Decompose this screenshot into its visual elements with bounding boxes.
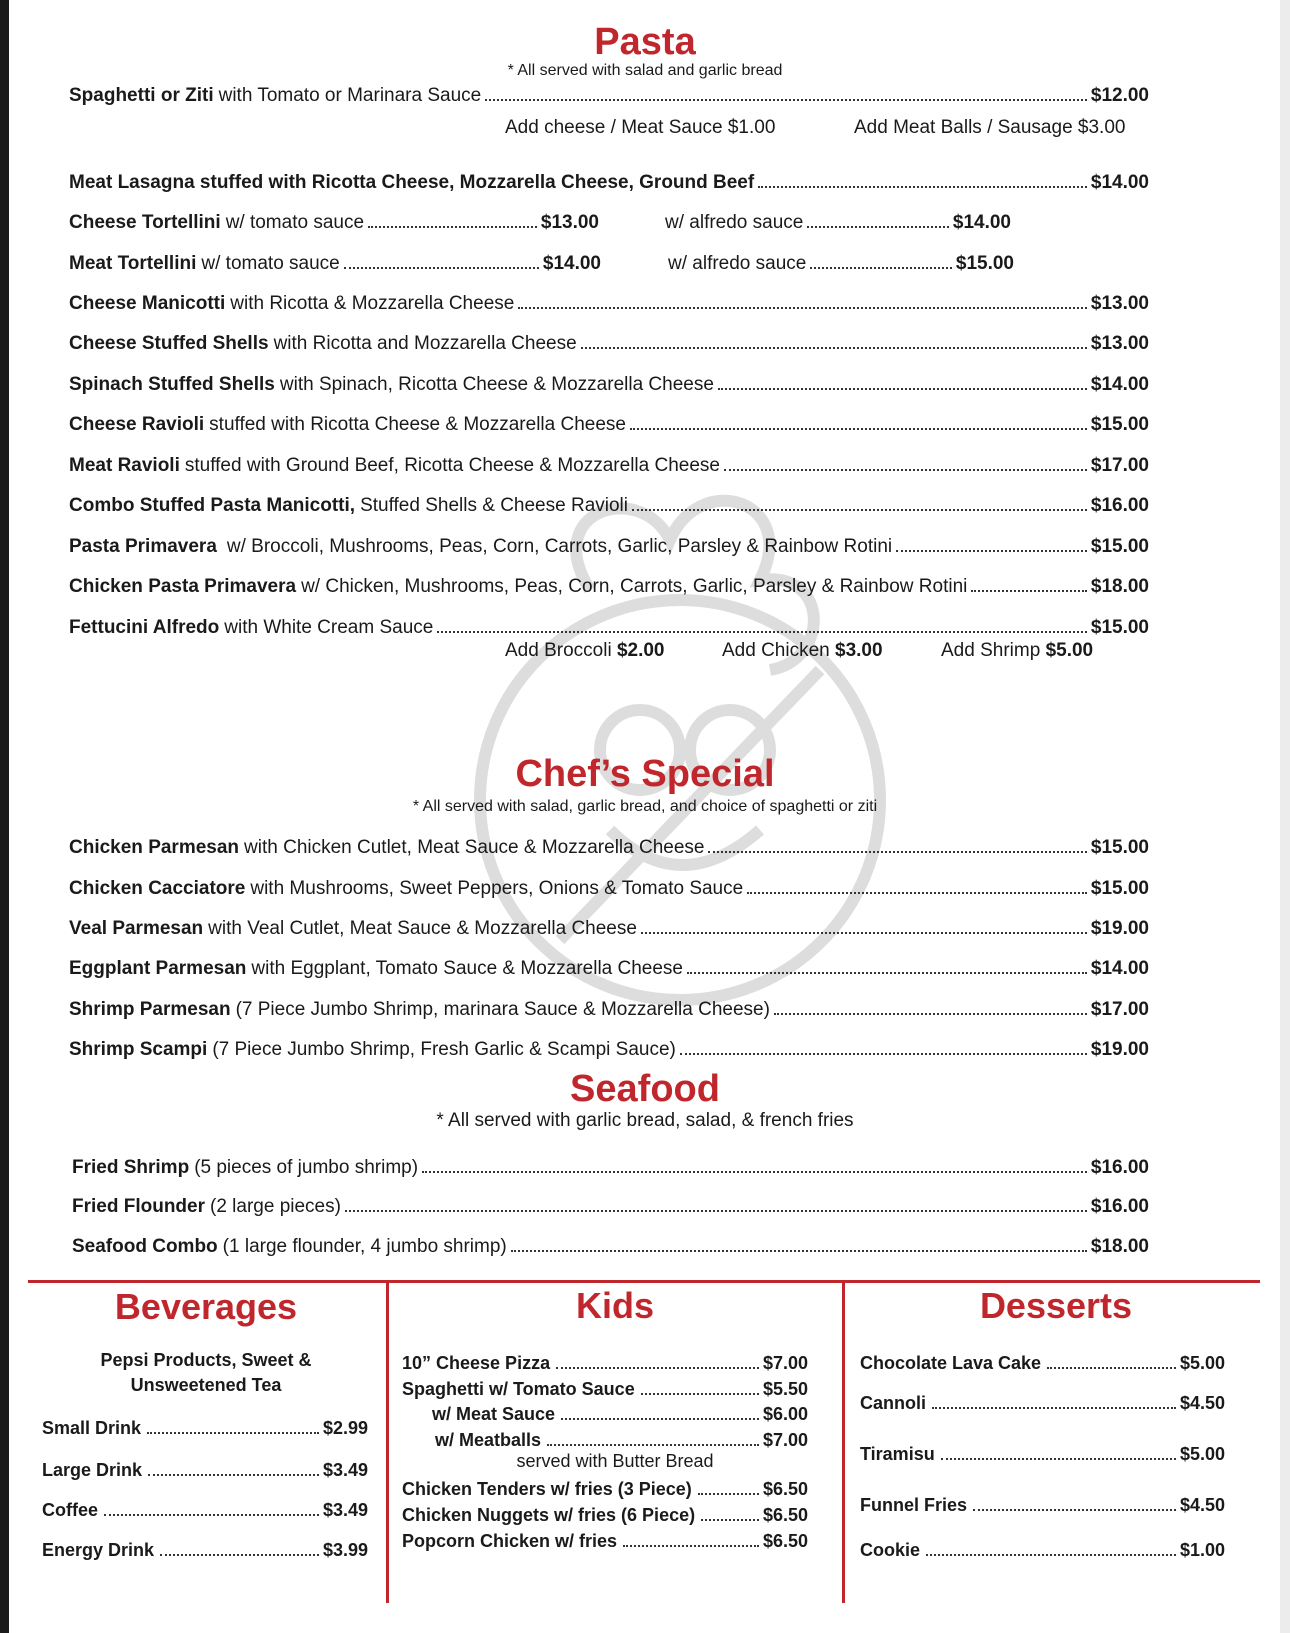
column-divider-right [842,1281,845,1603]
dot-leader [680,1053,1087,1055]
item-name: Cheese Stuffed Shells [69,333,269,354]
menu-item-meat-ravioli [69,449,1149,477]
item-name: Chicken Cacciatore [69,878,246,899]
item-desc: with Eggplant, Tomato Sauce & Mozzarella Cheese [251,958,684,979]
item-desc: (2 large pieces) [210,1196,341,1217]
dot-leader [344,267,539,269]
dessert-item-cookie [860,1535,1225,1561]
dot-leader [160,1554,319,1556]
item-name: w/ Meatballs [435,1430,542,1450]
addon-label: Add Chicken [722,640,830,661]
item-name: 10” Cheese Pizza [402,1353,551,1373]
addon-price: $2.00 [616,640,665,661]
item-name: Pasta Primavera [69,536,217,557]
menu-item-chicken-cacciatore [69,872,1149,900]
item-price: $13.00 [540,212,599,233]
item-desc: w/ tomato sauce [201,253,340,274]
item-desc: with Tomato or Marinara Sauce [218,85,482,106]
item-price: $3.49 [322,1460,368,1480]
item-desc: w/ alfredo sauce [665,212,804,233]
item-desc: stuffed with Ground Beef, Ricotta Cheese & Mozzarella Cheese [184,455,720,476]
item-name: Meat Ravioli [69,455,180,476]
item-price: $5.50 [762,1379,808,1399]
chefs-special-note: * All served with salad, garlic bread, and choice of spaghetti or ziti [412,798,878,815]
item-name: Shrimp Parmesan [69,999,231,1020]
left-edge [0,0,9,1633]
item-price: $6.50 [762,1505,808,1525]
dot-leader [932,1407,1176,1409]
addon-label: Add Broccoli [505,640,612,661]
item-name: Cheese Manicotti [69,293,226,314]
item-price: $15.00 [1090,414,1149,435]
item-name: w/ Meat Sauce [432,1404,556,1424]
kids-item-meat-sauce [432,1399,808,1425]
dot-leader [718,388,1087,390]
dot-leader [104,1514,319,1516]
item-name: Seafood Combo [72,1236,218,1257]
item-name: Spaghetti w/ Tomato Sauce [402,1379,635,1399]
item-desc: with Veal Cutlet, Meat Sauce & Mozzarella Cheese [208,918,637,939]
item-name: Cookie [860,1540,921,1560]
menu-item-meat-tortellini [69,247,601,275]
item-price: $6.50 [762,1531,808,1551]
dot-leader [630,428,1087,430]
item-price: $15.00 [1090,617,1149,638]
item-price: $3.99 [322,1540,368,1560]
chefs-special-title: Chef’s Special [515,753,775,795]
dessert-item-cannoli [860,1388,1225,1414]
item-price: $15.00 [1090,837,1149,858]
menu-item-cheese-stuffed-shells [69,327,1149,355]
item-price: $14.00 [542,253,601,274]
menu-item-pasta-primavera [69,530,1149,558]
item-price: $6.50 [762,1479,808,1499]
menu-item-seafood-combo [72,1230,1149,1258]
menu-item-combo-stuffed-pasta [69,489,1149,517]
item-price: $16.00 [1090,1196,1149,1217]
item-price: $19.00 [1090,1039,1149,1060]
menu-item-fettucini-alfredo [69,611,1149,639]
menu-item-fried-flounder [72,1190,1149,1218]
column-divider-left [386,1281,389,1603]
dot-leader [747,892,1087,894]
item-price: $17.00 [1090,455,1149,476]
menu-item-cheese-tortellini-alfredo [665,206,1011,234]
item-price: $16.00 [1090,1157,1149,1178]
item-desc: stuffed with Ricotta Cheese & Mozzarella Cheese [209,414,626,435]
item-name: Chicken Parmesan [69,837,240,858]
item-name: Large Drink [42,1460,143,1480]
item-name: Small Drink [42,1418,142,1438]
item-desc: with Chicken Cutlet, Meat Sauce & Mozzarella Cheese [244,837,705,858]
item-price: $19.00 [1090,918,1149,939]
dot-leader [581,347,1087,349]
menu-item-shrimp-scampi [69,1033,1149,1061]
item-name: Cheese Tortellini [69,212,221,233]
item-desc: (1 large flounder, 4 jumbo shrimp) [222,1236,507,1257]
dot-leader [148,1474,319,1476]
item-price: $14.00 [952,212,1011,233]
kids-item-meatballs [435,1425,808,1451]
item-price: $1.00 [1179,1540,1225,1560]
dot-leader [632,509,1087,511]
beverages-intro-line2: Unsweetened Tea [130,1375,282,1395]
dot-leader [511,1250,1087,1252]
item-price: $5.00 [1179,1444,1225,1464]
kids-title: Kids [575,1285,654,1326]
pasta-title: Pasta [594,21,696,63]
item-desc: Stuffed Shells & Cheese Ravioli [360,495,628,516]
kids-item-popcorn-chicken [402,1526,808,1552]
addon-chicken [722,640,883,662]
addon-cheese-meat-sauce: Add cheese / Meat Sauce $1.00 [505,117,776,138]
menu-item-spinach-stuffed-shells [69,368,1149,396]
dot-leader [547,1444,759,1446]
dot-leader [724,469,1087,471]
dot-leader [896,550,1087,552]
menu-item-cheese-ravioli [69,408,1149,436]
beverage-item-small-drink [42,1413,368,1439]
item-desc: (5 pieces of jumbo shrimp) [194,1157,419,1178]
dot-leader [485,99,1087,101]
item-name: Funnel Fries [860,1495,968,1515]
dot-leader [708,851,1086,853]
item-price: $13.00 [1090,333,1149,354]
item-name: Chicken Pasta Primavera [69,576,297,597]
item-name: Cannoli [860,1393,926,1413]
item-name: Combo Stuffed Pasta Manicotti, [69,495,356,516]
item-desc: with Ricotta and Mozzarella Cheese [273,333,577,354]
beverages-title: Beverages [114,1286,298,1327]
item-name: Shrimp Scampi [69,1039,208,1060]
item-price: $15.00 [955,253,1014,274]
fettucini-addons [0,640,1290,666]
item-price: $15.00 [1090,536,1149,557]
kids-served-note: served with Butter Bread [516,1451,714,1471]
menu-item-shrimp-parmesan [69,993,1149,1021]
dot-leader [641,932,1087,934]
item-name: Fried Shrimp [72,1157,190,1178]
item-desc: with Spinach, Ricotta Cheese & Mozzarella Cheese [279,374,714,395]
menu-item-veal-parmesan [69,912,1149,940]
item-name: Energy Drink [42,1540,155,1560]
item-name: Popcorn Chicken w/ fries [402,1531,618,1551]
item-price: $7.00 [762,1430,808,1450]
seafood-title: Seafood [570,1068,720,1110]
item-name: Veal Parmesan [69,918,204,939]
dot-leader [973,1509,1176,1511]
dot-leader [971,590,1087,592]
dot-leader [941,1458,1176,1460]
item-name: Coffee [42,1500,99,1520]
kids-item-chicken-nuggets [402,1500,808,1526]
beverages-intro-line1: Pepsi Products, Sweet & [100,1350,312,1370]
dot-leader [368,226,537,228]
item-name: Cheese Ravioli [69,414,205,435]
item-price: $13.00 [1090,293,1149,314]
dot-leader [641,1393,759,1395]
dot-leader [556,1367,759,1369]
dot-leader [422,1171,1087,1173]
item-desc: w/ Chicken, Mushrooms, Peas, Corn, Carrots, Garlic, Parsley & Rainbow Rotini [301,576,968,597]
section-divider [28,1280,1260,1283]
item-price: $2.99 [322,1418,368,1438]
item-name: Chicken Tenders w/ fries (3 Piece) [402,1479,692,1499]
item-desc: (7 Piece Jumbo Shrimp, Fresh Garlic & Scampi Sauce) [212,1039,676,1060]
item-name: Fried Flounder [72,1196,205,1217]
item-desc: w/ alfredo sauce [668,253,807,274]
menu-item-spaghetti [69,79,1149,107]
item-name: Meat Lasagna stuffed with Ricotta Cheese, Mozzarella Cheese, Ground Beef [69,172,755,193]
menu-item-fried-shrimp [72,1151,1149,1179]
dot-leader [623,1545,759,1547]
desserts-title: Desserts [979,1285,1133,1326]
item-price: $7.00 [762,1353,808,1373]
item-price: $18.00 [1090,576,1149,597]
seafood-note: * All served with garlic bread, salad, & french fries [436,1110,854,1131]
kids-item-chicken-tenders [402,1474,808,1500]
dot-leader [810,267,952,269]
addon-price: $5.00 [1045,640,1094,661]
item-desc: (7 Piece Jumbo Shrimp, marinara Sauce & Mozzarella Cheese) [235,999,770,1020]
item-price: $14.00 [1090,172,1149,193]
dot-leader [698,1493,759,1495]
menu-item-chicken-parmesan [69,831,1149,859]
menu-item-eggplant-parmesan [69,952,1149,980]
dot-leader [1047,1367,1176,1369]
item-name: Chocolate Lava Cake [860,1353,1042,1373]
item-price: $16.00 [1090,495,1149,516]
item-name: Spaghetti or Ziti [69,85,214,106]
beverage-item-coffee [42,1495,368,1521]
item-desc: with Mushrooms, Sweet Peppers, Onions & Tomato Sauce [250,878,744,899]
dot-leader [926,1554,1176,1556]
beverage-item-energy-drink [42,1535,368,1561]
item-desc: w/ tomato sauce [225,212,365,233]
item-price: $18.00 [1090,1236,1149,1257]
item-price: $3.49 [322,1500,368,1520]
addon-label: Add Shrimp [941,640,1041,661]
item-price: $4.50 [1179,1393,1225,1413]
addon-price: $3.00 [835,640,883,661]
item-price: $6.00 [762,1404,808,1424]
item-name: Tiramisu [860,1444,935,1464]
item-price: $14.00 [1090,374,1149,395]
item-name: Spinach Stuffed Shells [69,374,275,395]
spaghetti-addons [0,117,1290,143]
item-name: Eggplant Parmesan [69,958,247,979]
item-desc: with White Cream Sauce [224,617,434,638]
dot-leader [345,1210,1087,1212]
menu-item-meat-tortellini-alfredo [668,247,1014,275]
dessert-item-funnel-fries [860,1490,1225,1516]
menu-item-lasagna [69,166,1149,194]
item-desc: w/ Broccoli, Mushrooms, Peas, Corn, Carrots, Garlic, Parsley & Rainbow Rotini [226,536,893,557]
dot-leader [147,1432,319,1434]
menu-item-cheese-manicotti [69,287,1149,315]
dot-leader [701,1519,759,1521]
dot-leader [807,226,949,228]
beverage-item-large-drink [42,1455,368,1481]
item-price: $17.00 [1090,999,1149,1020]
dot-leader [518,307,1087,309]
right-scroll-edge [1280,0,1290,1633]
item-price: $15.00 [1090,878,1149,899]
item-price: $4.50 [1179,1495,1225,1515]
menu-item-chicken-pasta-primavera [69,570,1149,598]
dot-leader [758,186,1087,188]
dot-leader [437,631,1087,633]
pasta-note: * All served with salad and garlic bread [507,62,783,79]
kids-item-spaghetti [402,1374,808,1400]
addon-broccoli [505,640,665,662]
item-name: Meat Tortellini [69,253,197,274]
menu-item-cheese-tortellini [69,206,599,234]
item-name: Chicken Nuggets w/ fries (6 Piece) [402,1505,696,1525]
addon-shrimp [941,640,1093,662]
dessert-item-tiramisu [860,1439,1225,1465]
item-price: $14.00 [1090,958,1149,979]
item-name: Fettucini Alfredo [69,617,220,638]
item-desc: with Ricotta & Mozzarella Cheese [230,293,515,314]
kids-item-cheese-pizza [402,1348,808,1374]
dessert-item-lava-cake [860,1348,1225,1374]
dot-leader [561,1418,759,1420]
addon-meatballs-sausage: Add Meat Balls / Sausage $3.00 [854,117,1126,138]
dot-leader [687,972,1087,974]
dot-leader [774,1013,1087,1015]
item-price: $5.00 [1179,1353,1225,1373]
item-price: $12.00 [1090,85,1149,106]
